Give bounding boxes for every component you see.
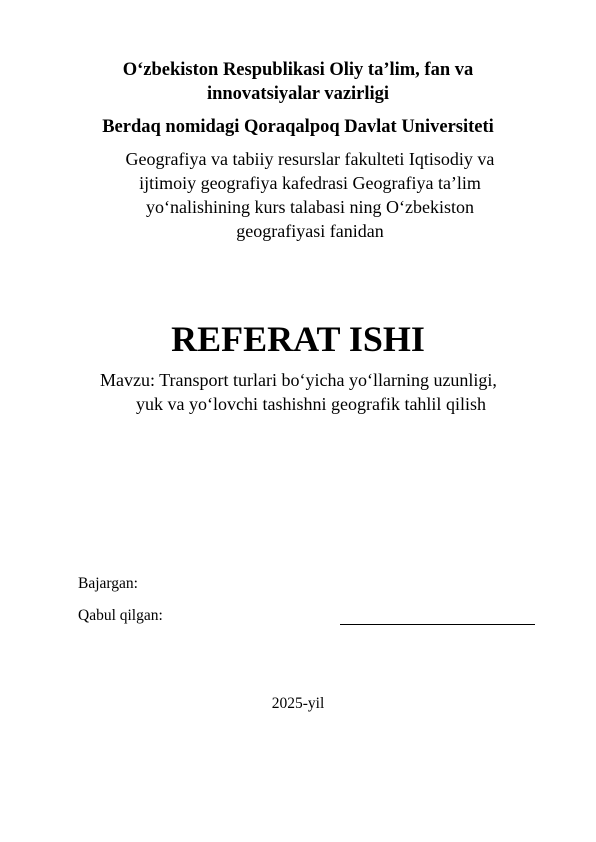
university-name: Berdaq nomidagi Qoraqalpoq Davlat Universiteti <box>102 117 494 137</box>
document-title: REFERAT ISHI <box>171 319 425 359</box>
department-line-3: yo‘nalishining kurs talabasi ning O‘zbekiston <box>146 197 474 217</box>
ministry-line-1: O‘zbekiston Respublikasi Oliy ta’lim, fan va <box>122 60 474 80</box>
year: 2025-yil <box>271 695 325 712</box>
ministry-heading <box>0 58 596 106</box>
topic-line-2: yuk va yo‘lovchi tashishni geografik tahlil qilish <box>136 394 486 414</box>
topic <box>100 368 560 416</box>
department-info <box>100 147 520 243</box>
department-line-4: geografiyasi fanidan <box>236 221 384 241</box>
accepted-by-label: Qabul qilgan: <box>78 607 163 624</box>
department-line-1: Geografiya va tabiiy resurslar fakulteti Iqtisodiy va <box>125 149 495 169</box>
signature-line <box>340 624 535 625</box>
done-by-label: Bajargan: <box>78 575 138 592</box>
topic-line-1: Mavzu: Transport turlari bo‘yicha yo‘llarning uzunligi, <box>100 370 497 390</box>
ministry-line-2: innovatsiyalar vazirligi <box>206 84 390 104</box>
department-line-2: ijtimoiy geografiya kafedrasi Geografiya ta’lim <box>139 173 481 193</box>
